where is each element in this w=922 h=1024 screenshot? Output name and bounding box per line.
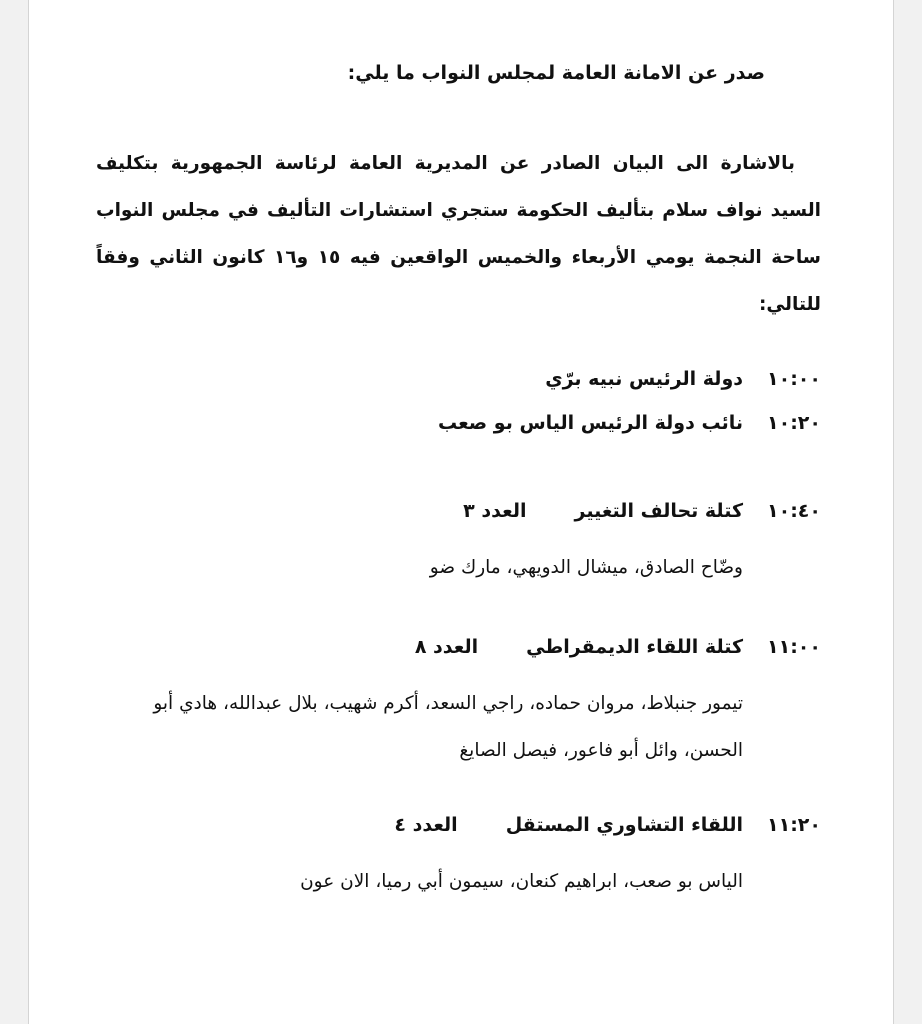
entry-count: العدد ٨	[414, 636, 479, 658]
schedule-entry	[81, 412, 821, 456]
statement-paragraph: بالاشارة الى البيان الصادر عن المديرية العامة لرئاسة الجمهورية بتكليف السيد نواف سلام بتأليف الحكومة ستجري استشارات التأليف في مجلس النواب ساحة النجمة يومي الأربعاء والخميس الواقعين فيه ١٥ و١٦ كانون الثاني وفقاً للتالي:	[96, 153, 821, 315]
entry-count: العدد ٤	[394, 814, 458, 836]
entry-time: ١١:٠٠	[767, 636, 821, 658]
document-page	[28, 0, 894, 1024]
schedule-entry	[81, 368, 821, 412]
entry-name: كتلة تحالف التغيير	[574, 500, 743, 522]
entry-name: كتلة اللقاء الديمقراطي	[526, 636, 743, 658]
entry-members: تيمور جنبلاط، مروان حماده، راجي السعد، أكرم شهيب، بلال عبدالله، هادي أبو الحسن، وائل أبو فاعور، فيصل الصايغ	[153, 693, 743, 761]
entry-time: ١٠:٢٠	[767, 412, 821, 434]
entry-count: العدد ٣	[463, 500, 527, 522]
entry-name: اللقاء التشاوري المستقل	[505, 814, 743, 836]
entry-name: نائب دولة الرئيس الياس بو صعب	[437, 412, 743, 434]
entry-time: ١٠:٤٠	[767, 500, 821, 522]
schedule-entry	[81, 814, 821, 905]
entry-members: الياس بو صعب، ابراهيم كنعان، سيمون أبي رميا، الان عون	[300, 871, 743, 892]
schedule-entry	[81, 500, 821, 591]
entry-time: ١٠:٠٠	[767, 368, 821, 390]
entry-time: ١١:٢٠	[767, 814, 821, 836]
entry-name: دولة الرئيس نبيه برّي	[545, 368, 743, 390]
entry-members: وضّاح الصادق، ميشال الدويهي، مارك ضو	[429, 557, 743, 578]
schedule-entry	[81, 636, 821, 774]
intro-line: صدر عن الامانة العامة لمجلس النواب ما يلي:	[347, 62, 765, 84]
